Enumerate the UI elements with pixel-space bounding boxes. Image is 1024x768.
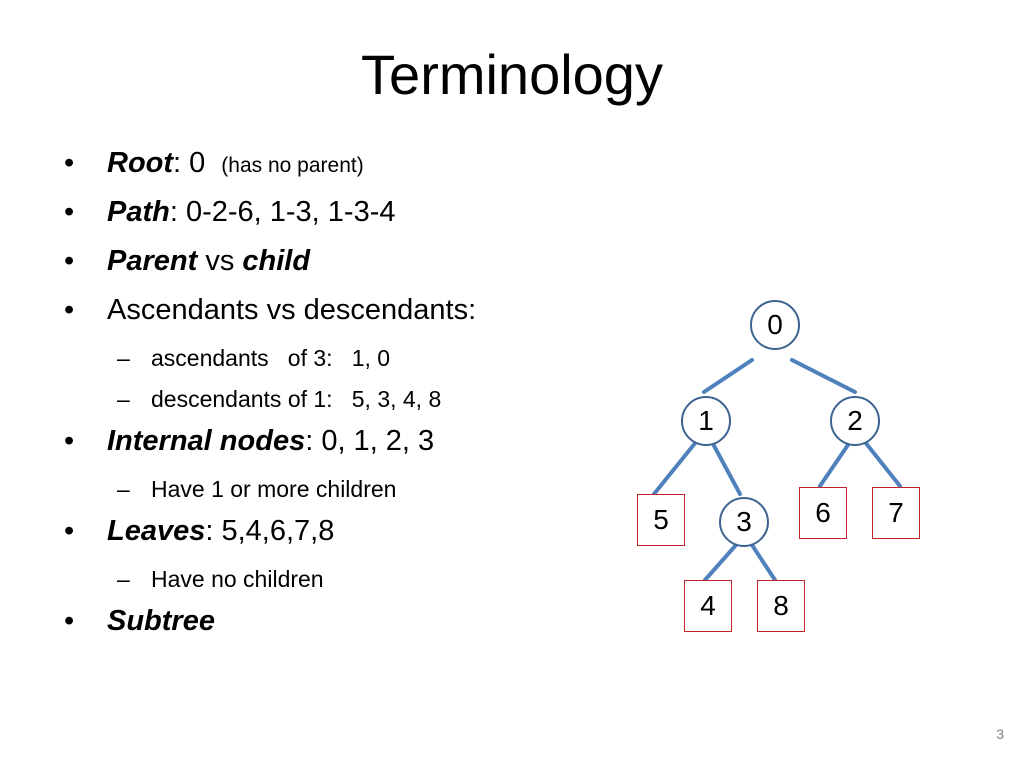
tree-node-3: 3 bbox=[719, 497, 769, 547]
sub-bullet-internal bbox=[62, 469, 622, 510]
path-value: : 0-2-6, 1-3, 1-3-4 bbox=[169, 196, 396, 228]
sub-bullet-descendants bbox=[62, 379, 622, 420]
edge-2-7 bbox=[865, 442, 900, 486]
bullet-root bbox=[62, 142, 622, 191]
bullet-list bbox=[62, 142, 622, 649]
ascendants-text: Ascendants vs descendants: bbox=[107, 294, 477, 326]
root-note: (has no parent) bbox=[221, 154, 364, 177]
term-parent: Parent bbox=[107, 245, 198, 277]
edge-1-5 bbox=[654, 442, 696, 494]
descendants-detail: descendants of 1: 5, 3, 4, 8 bbox=[151, 386, 442, 412]
tree-node-1: 1 bbox=[681, 396, 731, 446]
ascendants-detail: ascendants of 3: 1, 0 bbox=[151, 345, 391, 371]
internal-nodes-detail: Have 1 or more children bbox=[151, 476, 397, 502]
page-number: 3 bbox=[996, 726, 1004, 742]
edge-0-1 bbox=[704, 360, 752, 392]
bullet-internal-nodes bbox=[62, 420, 622, 469]
slide-title: Terminology bbox=[361, 43, 663, 106]
term-subtree: Subtree bbox=[107, 605, 215, 637]
leaves-value: : 5,4,6,7,8 bbox=[205, 515, 335, 547]
bullet-parent-child bbox=[62, 240, 622, 289]
tree-node-0: 0 bbox=[750, 300, 800, 350]
term-child: child bbox=[242, 245, 311, 277]
tree-diagram bbox=[600, 280, 940, 650]
tree-leaf-8: 8 bbox=[757, 580, 805, 632]
tree-leaf-7: 7 bbox=[872, 487, 920, 539]
edge-2-6 bbox=[820, 442, 850, 486]
term-root: Root bbox=[107, 147, 174, 179]
bullet-leaves bbox=[62, 510, 622, 559]
sub-bullet-ascendants bbox=[62, 338, 622, 379]
tree-leaf-5: 5 bbox=[637, 494, 685, 546]
root-value: : 0 bbox=[173, 147, 206, 179]
edge-1-3 bbox=[712, 442, 740, 494]
tree-leaf-6: 6 bbox=[799, 487, 847, 539]
tree-leaf-4: 4 bbox=[684, 580, 732, 632]
edge-3-4 bbox=[705, 545, 736, 580]
bullet-path bbox=[62, 191, 622, 240]
tree-node-2: 2 bbox=[830, 396, 880, 446]
sub-bullet-leaves bbox=[62, 559, 622, 600]
term-leaves: Leaves bbox=[107, 515, 206, 547]
parent-child-vs: vs bbox=[197, 245, 243, 277]
bullet-subtree bbox=[62, 600, 622, 649]
leaves-detail: Have no children bbox=[151, 566, 324, 592]
term-internal-nodes: Internal nodes bbox=[107, 425, 306, 457]
bullet-ascendants bbox=[62, 289, 622, 338]
term-path: Path bbox=[107, 196, 170, 228]
edge-3-8 bbox=[752, 545, 775, 580]
internal-nodes-value: : 0, 1, 2, 3 bbox=[305, 425, 435, 457]
edge-0-2 bbox=[792, 360, 855, 392]
